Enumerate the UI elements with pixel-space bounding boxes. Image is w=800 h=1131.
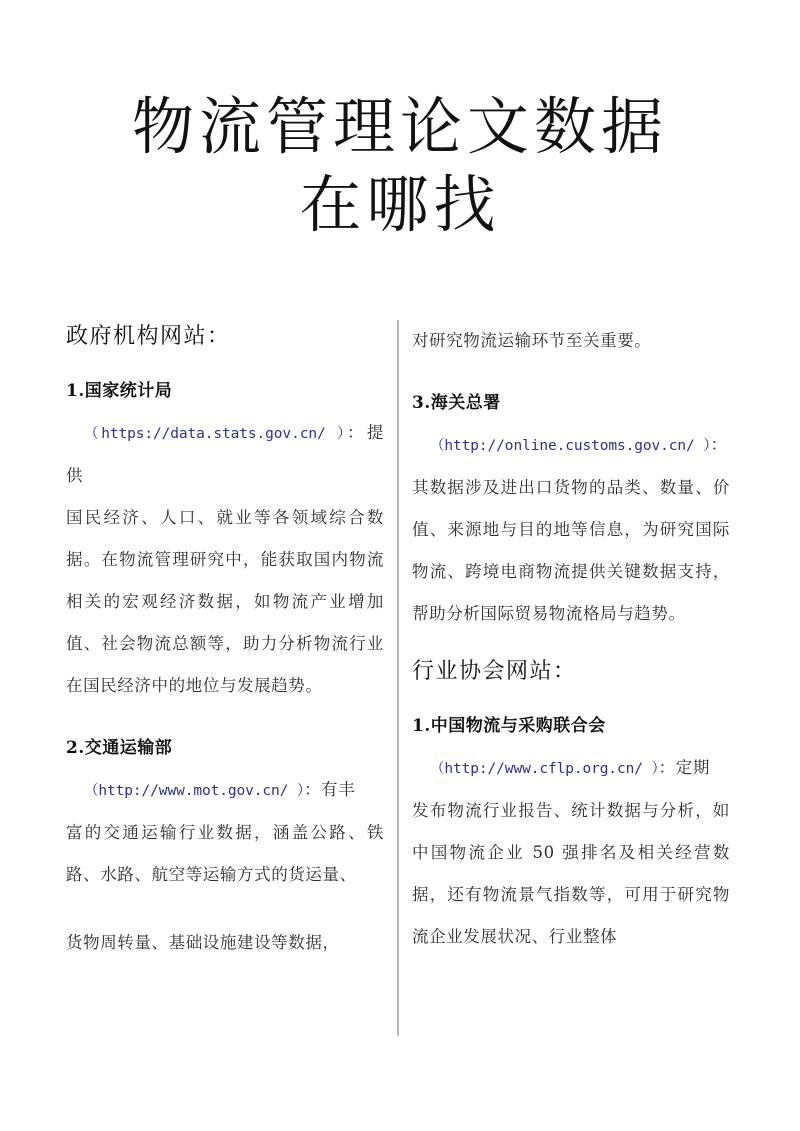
page-title-line-1: 物流管理论文数据 (131, 90, 668, 163)
link-stats-gov[interactable]: （https://data.stats.gov.cn/ ） (84, 426, 347, 442)
column-divider (397, 320, 399, 1036)
section-heading-government: 政府机构网站： (66, 324, 231, 349)
association-entry-heading-1: 1.中国物流与采购联合会 (412, 716, 606, 736)
link-customs-gov[interactable]: （http://online.customs.gov.cn/ ） (430, 438, 711, 454)
spacer (66, 896, 384, 922)
spacer (412, 362, 730, 388)
association-entry-body-1-text: 发布物流行业报告、统计数据与分析，如中国物流企业 50 强排名及相关经营数据，还有物流景气指数等，可用于研究物流企业发展状况、行业整体 (412, 801, 730, 946)
link-mot-gov[interactable]: （http://www.mot.gov.cn/ ） (84, 783, 305, 799)
entry-body-1 (66, 412, 384, 497)
entry-body-1-text: 国民经济、人口、就业等各领域综合数据。在物流管理研究中，能获取国内物流相关的宏观经济数据，如物流产业增加值、社会物流总额等，助力分析物流行业在国民经济中的地位与发展趋势。 (66, 508, 384, 695)
entry-body-1-lead: ：提供 (66, 423, 384, 485)
entry-heading-2: 2.交通运输部 (66, 738, 173, 758)
association-entry-body-1 (412, 747, 730, 790)
entry-body-2-text: 富的交通运输行业数据，涵盖公路、铁路、水路、航空等运输方式的货运量、 (66, 823, 384, 884)
entry-body-2-lead: ：有丰 (304, 780, 356, 799)
association-entry-body-1-lead: ：定期 (658, 758, 710, 777)
entry-body-3-text: 其数据涉及进出口货物的品类、数量、价值、来源地与目的地等信息，为研究国际物流、跨境电商物流提供关键数据支持，帮助分析国际贸易物流格局与趋势。 (412, 478, 730, 623)
entry-body-3 (412, 424, 730, 467)
section-heading-association: 行业协会网站： (412, 659, 577, 684)
entry-heading-3: 3.海关总署 (412, 393, 501, 413)
page-title (60, 88, 740, 244)
entry-heading-1: 1.国家统计局 (66, 381, 173, 401)
left-trailing-paragraph: 货物周转量、基础设施建设等数据， (66, 933, 340, 952)
entry-body-3-lead: ： (710, 435, 728, 454)
entry-body-2 (66, 769, 384, 812)
link-cflp-org[interactable]: （http://www.cflp.org.cn/ ） (430, 761, 659, 777)
right-column (412, 320, 730, 1040)
left-column (66, 320, 384, 1040)
two-column-body (0, 320, 800, 1040)
spacer (66, 707, 384, 733)
page-title-line-2: 在哪找 (299, 168, 501, 241)
spacer (412, 635, 730, 645)
continued-paragraph: 对研究物流运输环节至关重要。 (412, 331, 652, 350)
